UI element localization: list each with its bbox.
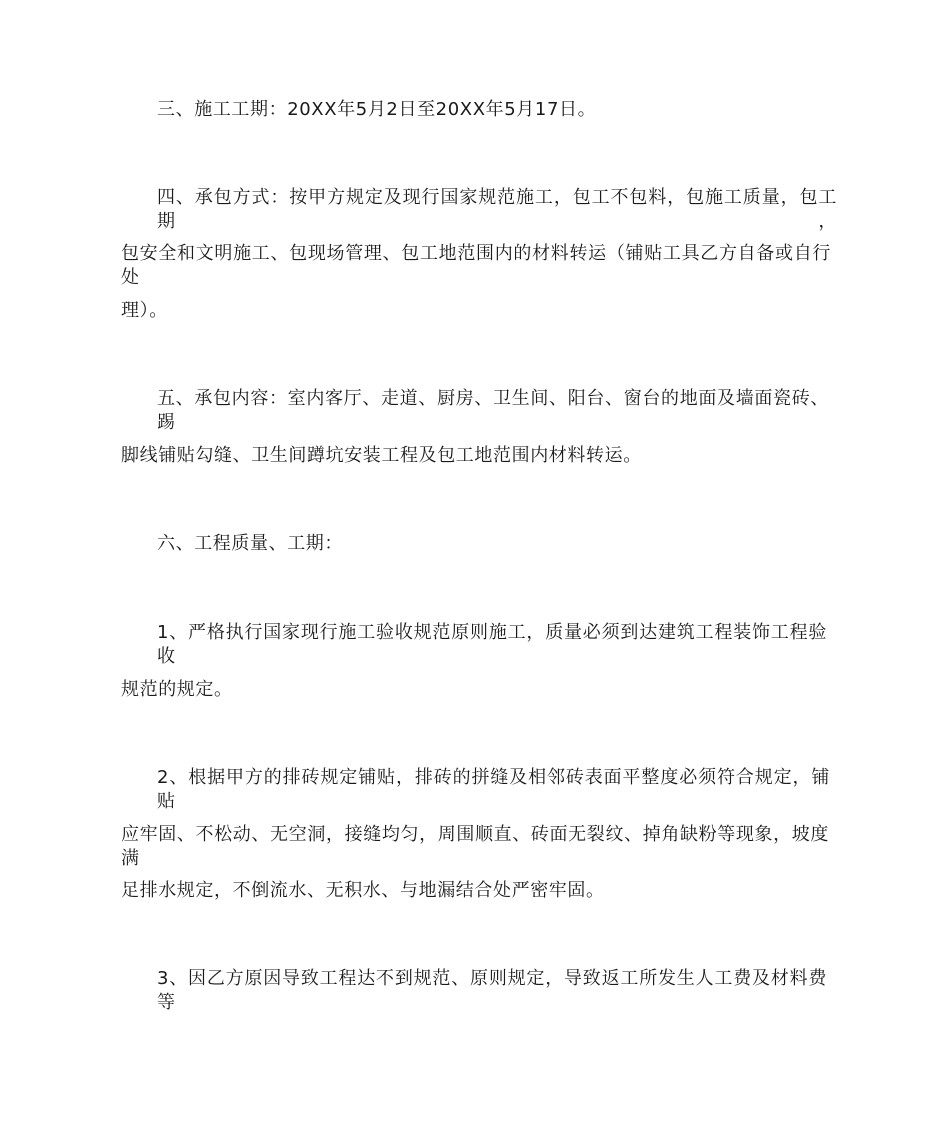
quality-item-1-line-1: 1、严格执行国家现行施工验收规范原则施工，质量必须到达建筑工程装饰工程验收 — [157, 622, 827, 667]
quality-item-3-line-1: 3、因乙方原因导致工程达不到规范、原则规定，导致返工所发生人工费及材料费等 — [157, 968, 827, 1013]
section-3-schedule: 三、施工工期：20XX年5月2日至20XX年5月17日。 — [157, 99, 597, 120]
section-4-contract-method-line-3: 理）。 — [121, 300, 168, 321]
section-4-contract-method-line-1: 四、承包方式：按甲方规定及现行国家规范施工，包工不包料，包施工质量，包工期， — [157, 187, 837, 232]
section-6-quality-heading: 六、工程质量、工期： — [157, 533, 343, 554]
quality-item-2-line-2: 应牢固、不松动、无空洞，接缝均匀，周围顺直、砖面无裂纹、掉角缺粉等现象，坡度满 — [121, 824, 829, 869]
quality-item-2-line-1: 2、根据甲方的排砖规定铺贴，排砖的拼缝及相邻砖表面平整度必须符合规定，铺贴 — [157, 767, 830, 812]
section-5-contract-scope-line-2: 脚线铺贴勾缝、卫生间蹲坑安装工程及包工地范围内材料转运。 — [121, 445, 642, 466]
quality-item-1-line-2: 规范的规定。 — [121, 679, 233, 700]
section-5-contract-scope-line-1: 五、承包内容：室内客厅、走道、厨房、卫生间、阳台、窗台的地面及墙面瓷砖、踢 — [157, 388, 829, 433]
quality-item-2-line-3: 足排水规定，不倒流水、无积水、与地漏结合处严密牢固。 — [121, 880, 605, 901]
section-4-contract-method-line-2: 包安全和文明施工、包现场管理、包工地范围内的材料转运（铺贴工具乙方自备或自行处 — [121, 243, 831, 288]
